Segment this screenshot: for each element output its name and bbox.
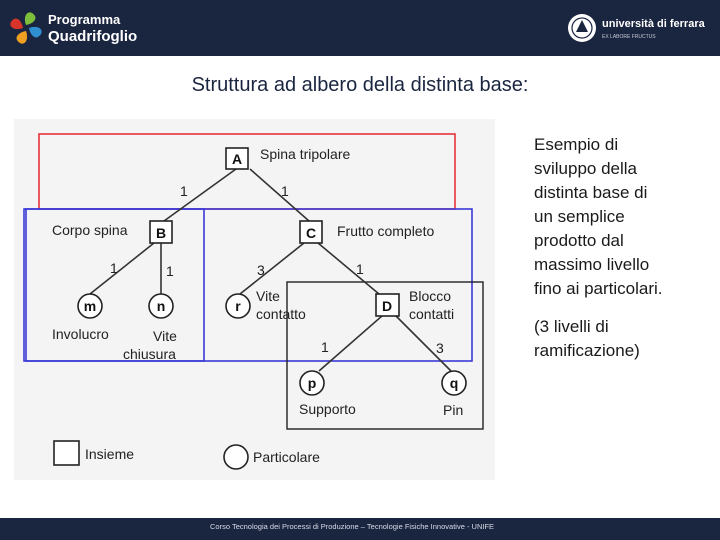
node-m-label: Involucro xyxy=(52,326,109,342)
node-n-label-2: chiusura xyxy=(123,346,176,362)
svg-text:EX LABORE FRUCTUS: EX LABORE FRUCTUS xyxy=(602,34,656,40)
programma-quadrifoglio-logo xyxy=(4,3,179,53)
node-b-label: Corpo spina xyxy=(52,222,128,238)
node-n-label-1: Vite xyxy=(153,328,177,344)
svg-text:q: q xyxy=(449,375,459,391)
qty-b-m: 1 xyxy=(110,260,118,276)
side-description: Esempio di sviluppo della distinta base di un semplice prodotto dal massimo livello fino ai particolari. xyxy=(534,135,663,298)
qty-c-d: 1 xyxy=(356,261,364,277)
node-p-part xyxy=(300,371,324,395)
header-bar xyxy=(0,0,720,56)
node-r-label-2: contatto xyxy=(256,306,306,322)
qty-a-b: 1 xyxy=(180,183,188,199)
legend-assembly-label: Insieme xyxy=(85,446,135,462)
qty-c-r: 3 xyxy=(257,262,265,278)
footer-text: Corso Tecnologia dei Processi di Produzione – Tecnologie Fisiche Innovative - UNIFE xyxy=(210,522,495,531)
svg-text:B: B xyxy=(155,225,167,241)
svg-text:D: D xyxy=(381,298,393,314)
qty-d-p: 1 xyxy=(321,339,329,355)
svg-text:r: r xyxy=(235,298,241,314)
legend-part-label: Particolare xyxy=(253,449,320,465)
qty-b-n: 1 xyxy=(166,263,174,279)
node-q-label: Pin xyxy=(443,402,464,418)
node-d-label-2: contatti xyxy=(409,306,455,322)
node-c-label: Frutto completo xyxy=(337,223,435,239)
bom-tree-diagram xyxy=(14,119,495,480)
node-p-label: Supporto xyxy=(299,401,356,417)
legend-circle-icon xyxy=(224,445,248,469)
svg-text:Quadrifoglio: Quadrifoglio xyxy=(48,28,138,45)
svg-text:n: n xyxy=(156,298,166,314)
svg-text:università di ferrara: università di ferrara xyxy=(602,18,705,30)
node-n-part xyxy=(149,294,173,318)
node-r-part xyxy=(226,294,250,318)
node-q-part xyxy=(442,371,466,395)
side-note: (3 livelli di ramificazione) xyxy=(534,317,640,360)
node-c-assembly xyxy=(300,221,322,243)
node-b-assembly xyxy=(150,221,172,243)
svg-text:A: A xyxy=(231,151,243,167)
slide-title: Struttura ad albero della distinta base: xyxy=(191,74,529,96)
node-a-assembly xyxy=(226,148,248,169)
svg-text:m: m xyxy=(83,298,97,314)
qty-d-q: 3 xyxy=(436,340,444,356)
node-a-label: Spina tripolare xyxy=(260,146,351,162)
qty-a-c: 1 xyxy=(281,183,289,199)
legend-square-icon xyxy=(54,441,79,465)
svg-text:C: C xyxy=(305,225,317,241)
node-m-part xyxy=(78,294,102,318)
node-r-label-1: Vite xyxy=(256,288,280,304)
university-ferrara-logo xyxy=(566,8,716,48)
svg-text:Programma: Programma xyxy=(48,12,121,27)
svg-text:p: p xyxy=(307,375,317,391)
node-d-assembly xyxy=(376,294,399,316)
node-d-label-1: Blocco xyxy=(409,288,452,304)
